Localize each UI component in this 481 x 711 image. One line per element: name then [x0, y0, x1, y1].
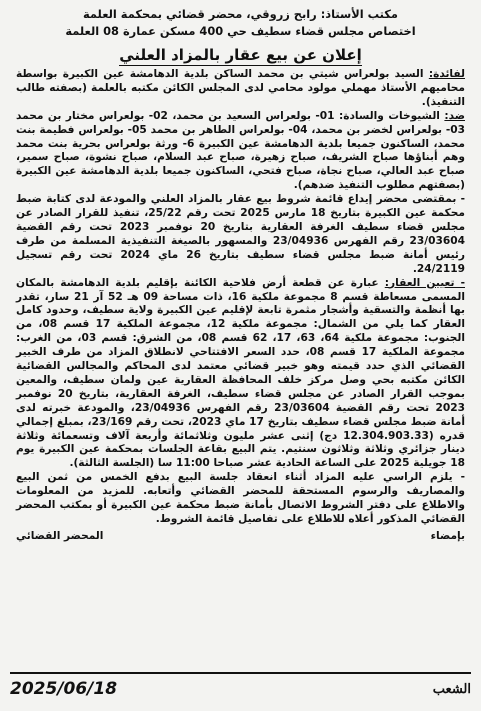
- beneficiary-paragraph: [16, 68, 465, 110]
- publication-date: 2025/06/18: [10, 679, 118, 699]
- publication-name: الشعب: [432, 681, 471, 697]
- deposit-text: - بمقتضى محضر إيداع قائمة شروط بيع عقار بالمزاد العلني والمودعة لدى كتابة ضبط محكمة عين الكبيرة بتاريخ 18 مارس 2025 تحت رقم 25/22، تنفيذ للقرار الصادر عن مجلس قضاء سطيف الغرفة العقارية بتاريخ 20 نوفمبر 2023 تحت رقم القضية 23/03604 رقم الفهرس 23/04936 والمسهور بالصيغة التنفيذية المسلمة من طرف رئيس أمانة ضبط مجلس قضاء سطيف بتاريخ 26 ماي 2024 تحت رقم تسجيل 24/2119.: [16, 193, 466, 275]
- notice-title: [16, 46, 465, 64]
- conditions-text: - يلزم الراسي عليه المزاد أثناء انعقاد جلسة البيع بدفع الخمس من ثمن البيع والمصاريف والرسوم المستحقة للمحضر القضائي وأتعابه. للمزيد من المعلومات والاطلاع على دفتر الشروط الاتصال بأمانة ضبط محكمة عين الكبيرة أو بمكتب المحضر القضائي المذكور أعلاه للاطلاع على تفاصيل قائمة الشروط.: [16, 471, 465, 525]
- defendants-text: الشيوخات والسادة: 01- بولعراس السعيد بن محمد، 02- بولعراس مختار بن محمد 03- بولعراس لخضر بن محمد، 04- بولعراس الطاهر بن محمد 05- بولعراس فطيمة بنت محمد، الساكنون جميعا بلدية الدهامشة عين الكبيرة 6- ورثة بولعراس بحرية بنت محمد وهم أبناؤها صباح الشريف، صباح زهيرة، صباح عبد السلام، صباح نشوة، صباح سمير، صباح عبد العالي، صباح نجاة، صباح فتحي، الساكنون جميعا بلدية الدهامشة عين الكبيرة (بصفتهم مطلوب التنفيذ ضدهم).: [16, 109, 465, 192]
- conditions-paragraph: [16, 471, 465, 527]
- bailiff-office-line: مكتب الأستاذ: رابح زروقي، محضر قضائي بمحكمة العلمة: [83, 7, 398, 21]
- signature-right: بإمضاء: [430, 529, 465, 542]
- jurisdiction-address-line: اختصاص مجلس قضاء سطيف حي 400 مسكن عمارة 08 العلمة: [65, 24, 416, 38]
- defendants-paragraph: [16, 110, 465, 193]
- notice-title-text: إعلان عن بيع عقار بالمزاد العلني: [119, 46, 362, 64]
- beneficiary-label: لفائدة:: [428, 68, 465, 80]
- beneficiary-text: السيد بولعراس شيتي بن محمد الساكن بلدية الدهامشة عين الكبيرة بواسطة محاميهم الأستاذ مهملي مولود محامي لدى المجلس الكائن مكتبه بالعلمة (بصفته طالب التنفيذ).: [16, 68, 465, 108]
- signature-row: [16, 529, 465, 543]
- defendants-label: ضد:: [444, 109, 465, 122]
- property-paragraph: [16, 277, 465, 472]
- property-label: - تعيين العقار:: [384, 276, 465, 289]
- newspaper-footer: [10, 672, 471, 704]
- signature-left: المحضر القضائي: [16, 529, 104, 542]
- deposit-paragraph: [16, 193, 465, 276]
- notice-body: [16, 68, 465, 543]
- property-text: عبارة عن قطعة أرض فلاحية الكائنة بإقليم بلدية الدهامشة بالمكان المسمى مسعاطة قسم 8 مجموعة ملكية 16، ذات مساحة 09 هـ 52 آر 21 سار، تقدر بها أنظمة والتسقية وأشجار مثمرة تابعة لإقليم عين الكبيرة ولاية سطيف، وحدود كامل العقار كما يلي من الشمال: مجموعة ملكية 12، مجموعة الملكية 17 قسم 08، من الجنوب: مجموعة ملكية 64، 63، 17، 62 قسم 08، من الشرق: قسم 03، من الغرب: مجموعة الملكية 17 قسم 08، حدد السعر الافتتاحي لانطلاق المزاد من طرف الخبير القضائي الذي حدد قيمته وهو خبير قضائي معتمد لدى المحاكم والمجالس القضائية الكائن مكتبه بحي وصل مركز خلف المحافظة العقارية عين ولمان سطيف، والمعين بموجب القرار الصادر عن مجلس قضاء سطيف، الغرفة العقارية، بتاريخ 20 نوفمبر 2023 تحت رقم القضية 23/03604 رقم الفهرس 23/04936، والمودعة خبرته لدى أمانة ضبط مجلس قضاء سطيف بتاريخ 17 ماي 2023، تحت رقم 23/169، بمبلغ إجمالي قدره (12.304.903.33 دج) إثنى عشر مليون وثلاثمائة وأربعة آلاف وتسعمائة وثلاثة دينار جزائري وثلاثة وثلاثون سنتيم. يتم البيع بقاعة الجلسات بمحكمة عين الكبيرة يوم 18 جويلية 2025 على الساعة الحادية عشر صباحا 11:00 سا (الجلسة الثالثة).: [16, 276, 466, 470]
